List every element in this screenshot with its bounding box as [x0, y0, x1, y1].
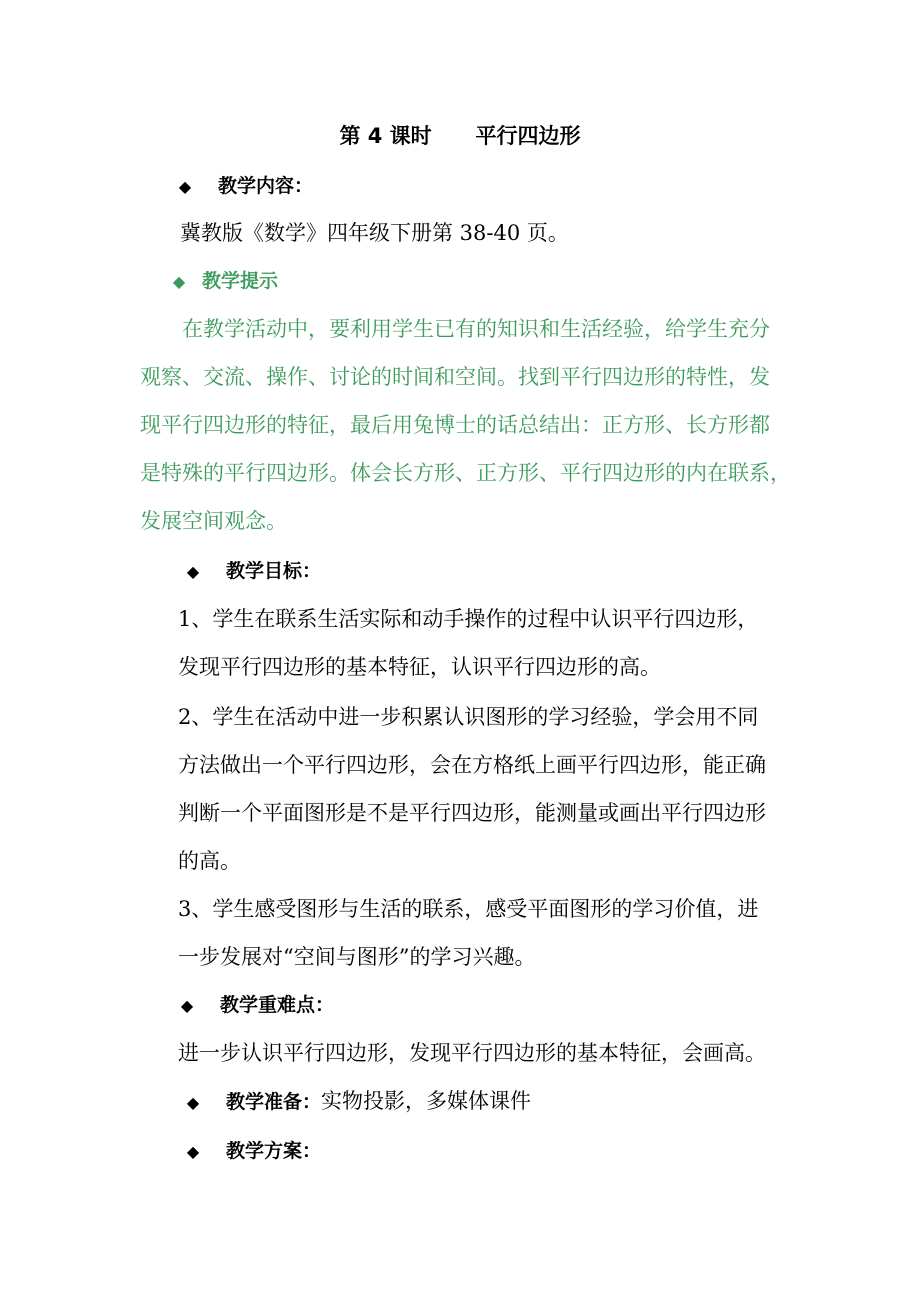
section-teaching-content [178, 170, 313, 203]
goal-line: 3、学生感受图形与生活的联系，感受平面图形的学习价值，进 [178, 897, 759, 921]
goal-line: 2、学生在活动中进一步积累认识图形的学习经验，学会用不同 [178, 705, 759, 729]
preparation-value: 实物投影，多媒体课件 [321, 1089, 532, 1113]
section-key-points [180, 989, 334, 1022]
diamond-bullet-icon: ◆ [186, 1093, 200, 1112]
goal-line: 方法做出一个平行四边形，会在方格纸上画平行四边形，能正确 [178, 753, 766, 777]
diamond-bullet-icon: ◆ [180, 996, 194, 1015]
section-teaching-hint [172, 265, 278, 298]
goal-line: 1、学生在联系生活实际和动手操作的过程中认识平行四边形， [178, 607, 759, 631]
section-label: 教学内容： [218, 175, 314, 197]
section-teaching-plan [186, 1135, 321, 1168]
diamond-bullet-icon: ◆ [186, 562, 200, 581]
page-title: 第 4 课时 平行四边形 [339, 124, 581, 148]
goal-line: 的高。 [178, 849, 241, 873]
hint-line: 是特殊的平行四边形。体会长方形、正方形、平行四边形的内在联系， [140, 461, 791, 485]
goal-line: 判断一个平面图形是不是平行四边形，能测量或画出平行四边形 [178, 801, 766, 825]
key-points-text: 进一步认识平行四边形，发现平行四边形的基本特征，会画高。 [178, 1041, 766, 1065]
diamond-bullet-icon: ◆ [178, 177, 192, 196]
content-text: 冀教版《数学》四年级下册第 38-40 页。 [180, 221, 569, 245]
section-label: 教学准备： [226, 1091, 322, 1113]
section-label: 教学重难点： [220, 994, 335, 1016]
section-label: 教学提示 [202, 270, 279, 292]
section-teaching-goals [186, 555, 321, 588]
section-preparation [186, 1085, 531, 1119]
goal-line: 发现平行四边形的基本特征，认识平行四边形的高。 [178, 655, 661, 679]
hint-line: 现平行四边形的特征，最后用兔博士的话总结出：正方形、长方形都 [140, 413, 770, 437]
diamond-bullet-icon: ◆ [172, 272, 186, 291]
hint-line: 发展空间观念。 [140, 509, 287, 533]
diamond-bullet-icon: ◆ [186, 1142, 200, 1161]
section-label: 教学目标： [226, 560, 322, 582]
goal-line: 一步发展对“空间与图形”的学习兴趣。 [178, 945, 536, 969]
hint-line: 观察、交流、操作、讨论的时间和空间。找到平行四边形的特性，发 [140, 365, 770, 389]
section-label: 教学方案： [226, 1140, 322, 1162]
hint-line: 在教学活动中，要利用学生已有的知识和生活经验，给学生充分 [182, 317, 770, 341]
